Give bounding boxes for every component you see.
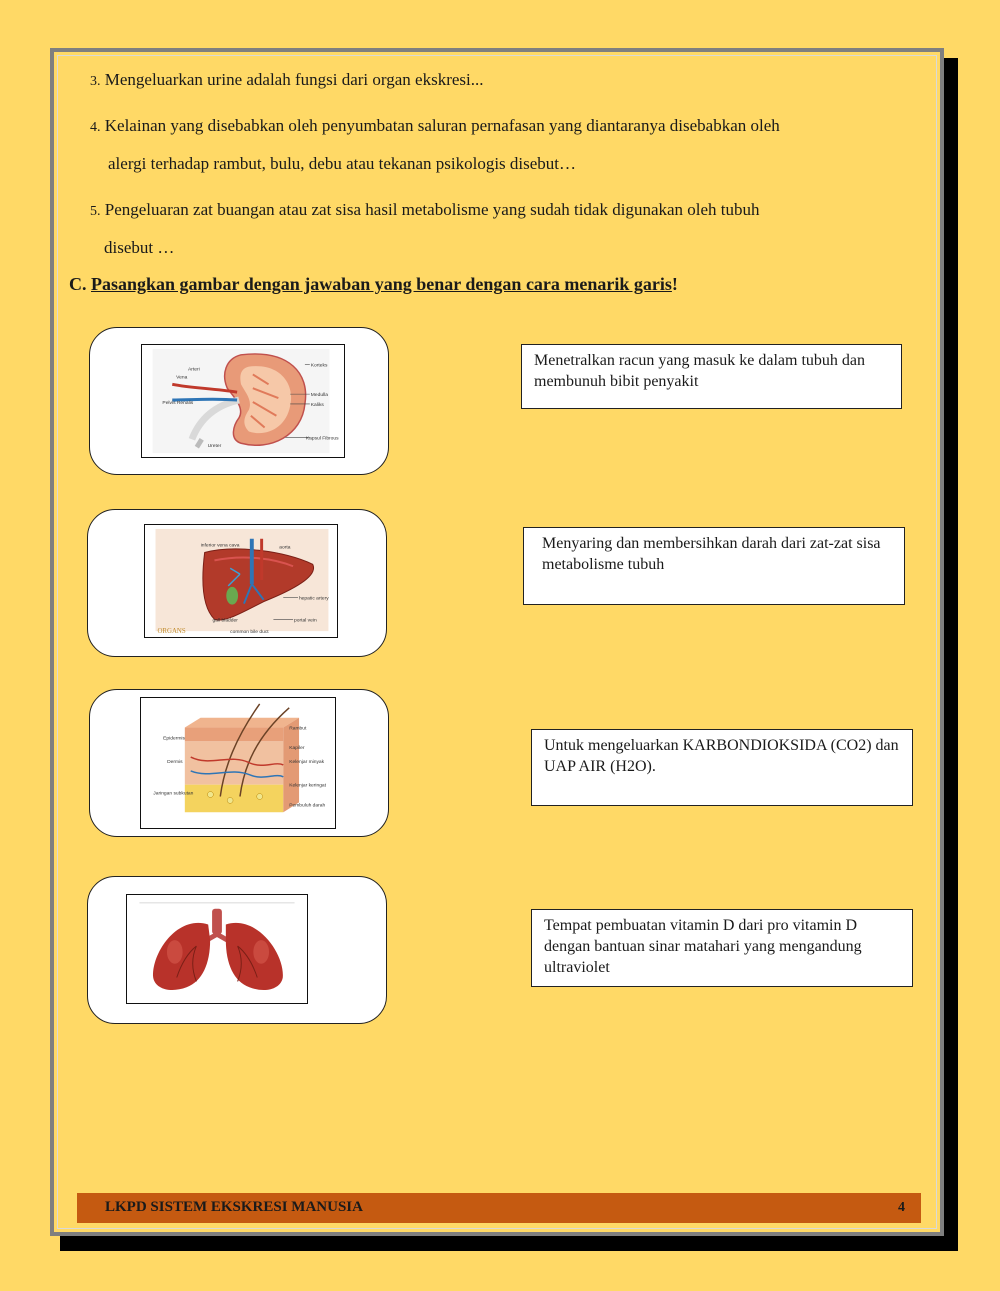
liver-label: inferior vena cava: [200, 543, 240, 549]
liver-label: portal vein: [294, 618, 317, 624]
skin-label: Kelenjar minyak: [289, 760, 325, 765]
kidney-diagram: [141, 344, 345, 458]
image-card-skin[interactable]: [89, 689, 389, 837]
liver-label: common bile duct: [230, 630, 269, 636]
kidney-label: Kapsul Fibrous: [305, 436, 339, 442]
question-text: Kelainan yang disebabkan oleh penyumbatan saluran pernafasan yang diantaranya disebabkan oleh: [104, 116, 780, 135]
question-number: 4.: [90, 120, 101, 135]
liver-label: hepatic artery: [298, 596, 329, 602]
question-text: Mengeluarkan urine adalah fungsi dari organ ekskresi...: [104, 70, 484, 89]
skin-label: Dermis: [167, 760, 183, 765]
footer-title: LKPD SISTEM EKSKRESI MANUSIA: [105, 1199, 363, 1215]
liver-label: aorta: [279, 545, 291, 551]
answer-box-3[interactable]: [531, 729, 913, 806]
question-4: [90, 116, 780, 137]
skin-label: Kapiler: [289, 746, 305, 752]
kidney-label: Arteri: [187, 367, 200, 373]
question-text: alergi terhadap rambut, bulu, debu atau tekanan psikologis disebut…: [108, 154, 577, 173]
skin-diagram: [140, 697, 336, 829]
liver-watermark: ORGANS: [157, 628, 186, 636]
image-card-lungs[interactable]: [87, 876, 387, 1024]
skin-label: Kelenjar keringat: [289, 783, 327, 789]
section-exclamation: !: [671, 274, 678, 294]
question-3: [90, 70, 484, 91]
answer-box-1[interactable]: [521, 344, 902, 409]
question-4-continuation: [108, 154, 576, 174]
kidney-label: Vena: [176, 375, 188, 381]
answer-text: Menetralkan racun yang masuk ke dalam tubuh dan membunuh bibit penyakit: [534, 352, 865, 390]
question-number: 5.: [90, 204, 101, 219]
question-5-continuation: [104, 238, 174, 258]
section-c-heading: [69, 274, 678, 295]
liver-diagram: [144, 524, 338, 638]
liver-label: gall bladder: [212, 618, 238, 624]
answer-text: Menyaring dan membersihkan darah dari zat-zat sisa metabolisme tubuh: [542, 535, 881, 573]
answer-box-4[interactable]: [531, 909, 913, 987]
kidney-label: Ureter: [207, 444, 222, 450]
answer-text: Tempat pembuatan vitamin D dari pro vitamin D dengan bantuan sinar matahari yang mengandung ultraviolet: [544, 917, 862, 976]
question-text: Pengeluaran zat buangan atau zat sisa hasil metabolisme yang sudah tidak digunakan oleh tubuh: [104, 200, 760, 219]
kidney-label: Medulla: [310, 393, 328, 399]
question-5: [90, 200, 760, 221]
lungs-diagram: [126, 894, 308, 1004]
skin-label: Jaringan subkutan: [153, 791, 194, 797]
section-instruction: Pasangkan gambar dengan jawaban yang benar dengan cara menarik garis: [91, 274, 672, 294]
kidney-label: Kaliks: [310, 402, 324, 408]
skin-label: Epidermis: [163, 736, 185, 742]
image-card-liver[interactable]: [87, 509, 387, 657]
section-letter: C.: [69, 274, 87, 294]
kidney-illustration: [142, 345, 344, 457]
image-card-kidney[interactable]: [89, 327, 389, 475]
kidney-label: Korteks: [310, 363, 328, 369]
skin-label: Rambut: [289, 726, 307, 732]
liver-illustration: [145, 525, 337, 637]
footer-bar: [77, 1193, 921, 1223]
skin-label: Pembuluh darah: [289, 803, 326, 809]
question-number: 3.: [90, 74, 101, 89]
question-text: disebut …: [104, 238, 175, 257]
lungs-illustration: [127, 895, 307, 1003]
skin-illustration: [141, 698, 335, 828]
kidney-label: Pelvis Renalis: [162, 400, 194, 406]
answer-text: Untuk mengeluarkan KARBONDIOKSIDA (CO2) dan UAP AIR (H2O).: [544, 737, 899, 775]
answer-box-2[interactable]: [523, 527, 905, 605]
page-number: 4: [898, 1200, 905, 1215]
